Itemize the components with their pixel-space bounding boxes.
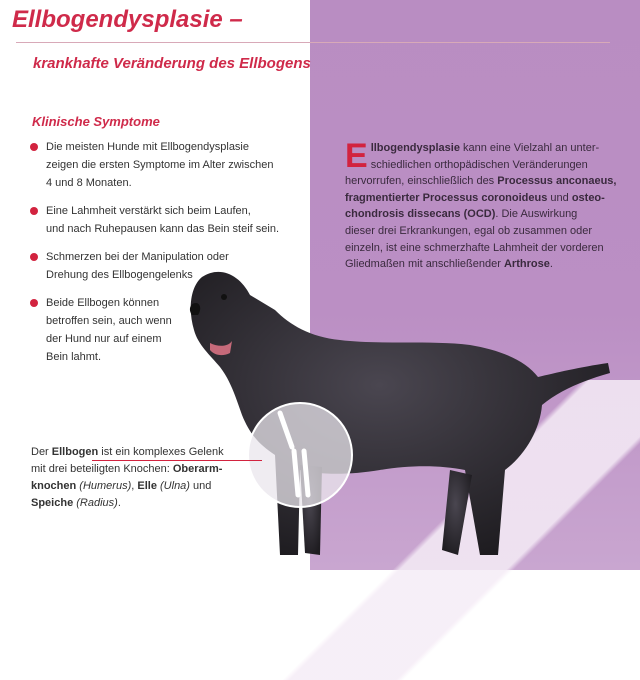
bullet-icon — [30, 143, 38, 151]
symptom-item — [30, 202, 280, 238]
page-subtitle: krankhafte Veränderung des Ellbogens — [33, 55, 311, 72]
bullet-icon — [30, 207, 38, 215]
caption-italic: (Humerus) — [79, 480, 132, 492]
caption-segment: Der — [31, 446, 52, 458]
intro-text — [345, 137, 620, 273]
symptom-text: Eine Lahmheit verstärkt sich beim Laufen, und nach Ruhepausen kann das Bein steif sein. — [46, 205, 279, 235]
caption-bold: Oberarm- knochen — [31, 463, 223, 492]
symptom-text: Beide Ellbogen können betroffen sein, auch wenn der Hund nur auf einem Bein lahmt. — [46, 297, 172, 363]
caption-italic: (Ulna) — [160, 480, 190, 492]
caption-segment: . — [117, 497, 121, 509]
intro-bold: osteo- chondrosis dissecans (OCD) — [345, 191, 605, 221]
elbow-caption — [31, 444, 261, 512]
dog-body — [191, 272, 610, 555]
caption-bold: Speiche — [31, 497, 74, 509]
intro-segment: kann eine Vielzahl an unter- schiedlichen orthopädischen Veränderungen hervorrufen, einschließlich des — [345, 142, 600, 188]
intro-segment: und — [547, 191, 572, 204]
page-title: Ellbogendysplasie – — [12, 6, 243, 33]
intro-segment: . — [549, 258, 553, 271]
dog-eye — [221, 294, 227, 300]
caption-italic: (Radius) — [76, 497, 118, 509]
caption-text — [31, 444, 261, 512]
symptom-text: Die meisten Hunde mit Ellbogendysplasie zeigen die ersten Symptome im Alter zwischen 4 und 8 Monaten. — [46, 141, 274, 189]
symptom-item — [30, 138, 280, 192]
caption-segment: ist ein komplexes Gelenk mit drei beteiligten Knochen: — [31, 446, 224, 475]
drop-cap: E — [345, 137, 368, 175]
caption-segment: und — [193, 480, 212, 492]
symptoms-heading: Klinische Symptome — [32, 114, 160, 129]
title-divider — [16, 42, 610, 43]
intro-bold: Arthrose — [503, 258, 550, 271]
caption-segment: , — [131, 480, 138, 492]
caption-bold: Ellbogen — [51, 446, 99, 458]
dog-illustration — [180, 255, 620, 570]
intro-paragraph — [345, 137, 620, 273]
intro-segment: . Die Auswirkung dieser drei Erkrankungen, egal ob zusammen oder einzeln, ist eine schmerzhafte Lahmheit der vorderen Gliedmaßen mit anschließender — [345, 208, 604, 271]
bullet-icon — [30, 253, 38, 261]
intro-term: llbogendysplasie — [370, 142, 460, 154]
intro-bold: Processus anconaeus, fragmentierter Processus coronoideus — [345, 175, 617, 204]
caption-bold: Elle — [137, 480, 157, 492]
bullet-icon — [30, 299, 38, 307]
symptom-text: Schmerzen bei der Manipulation oder Drehung des Ellbogengelenks — [46, 251, 229, 281]
